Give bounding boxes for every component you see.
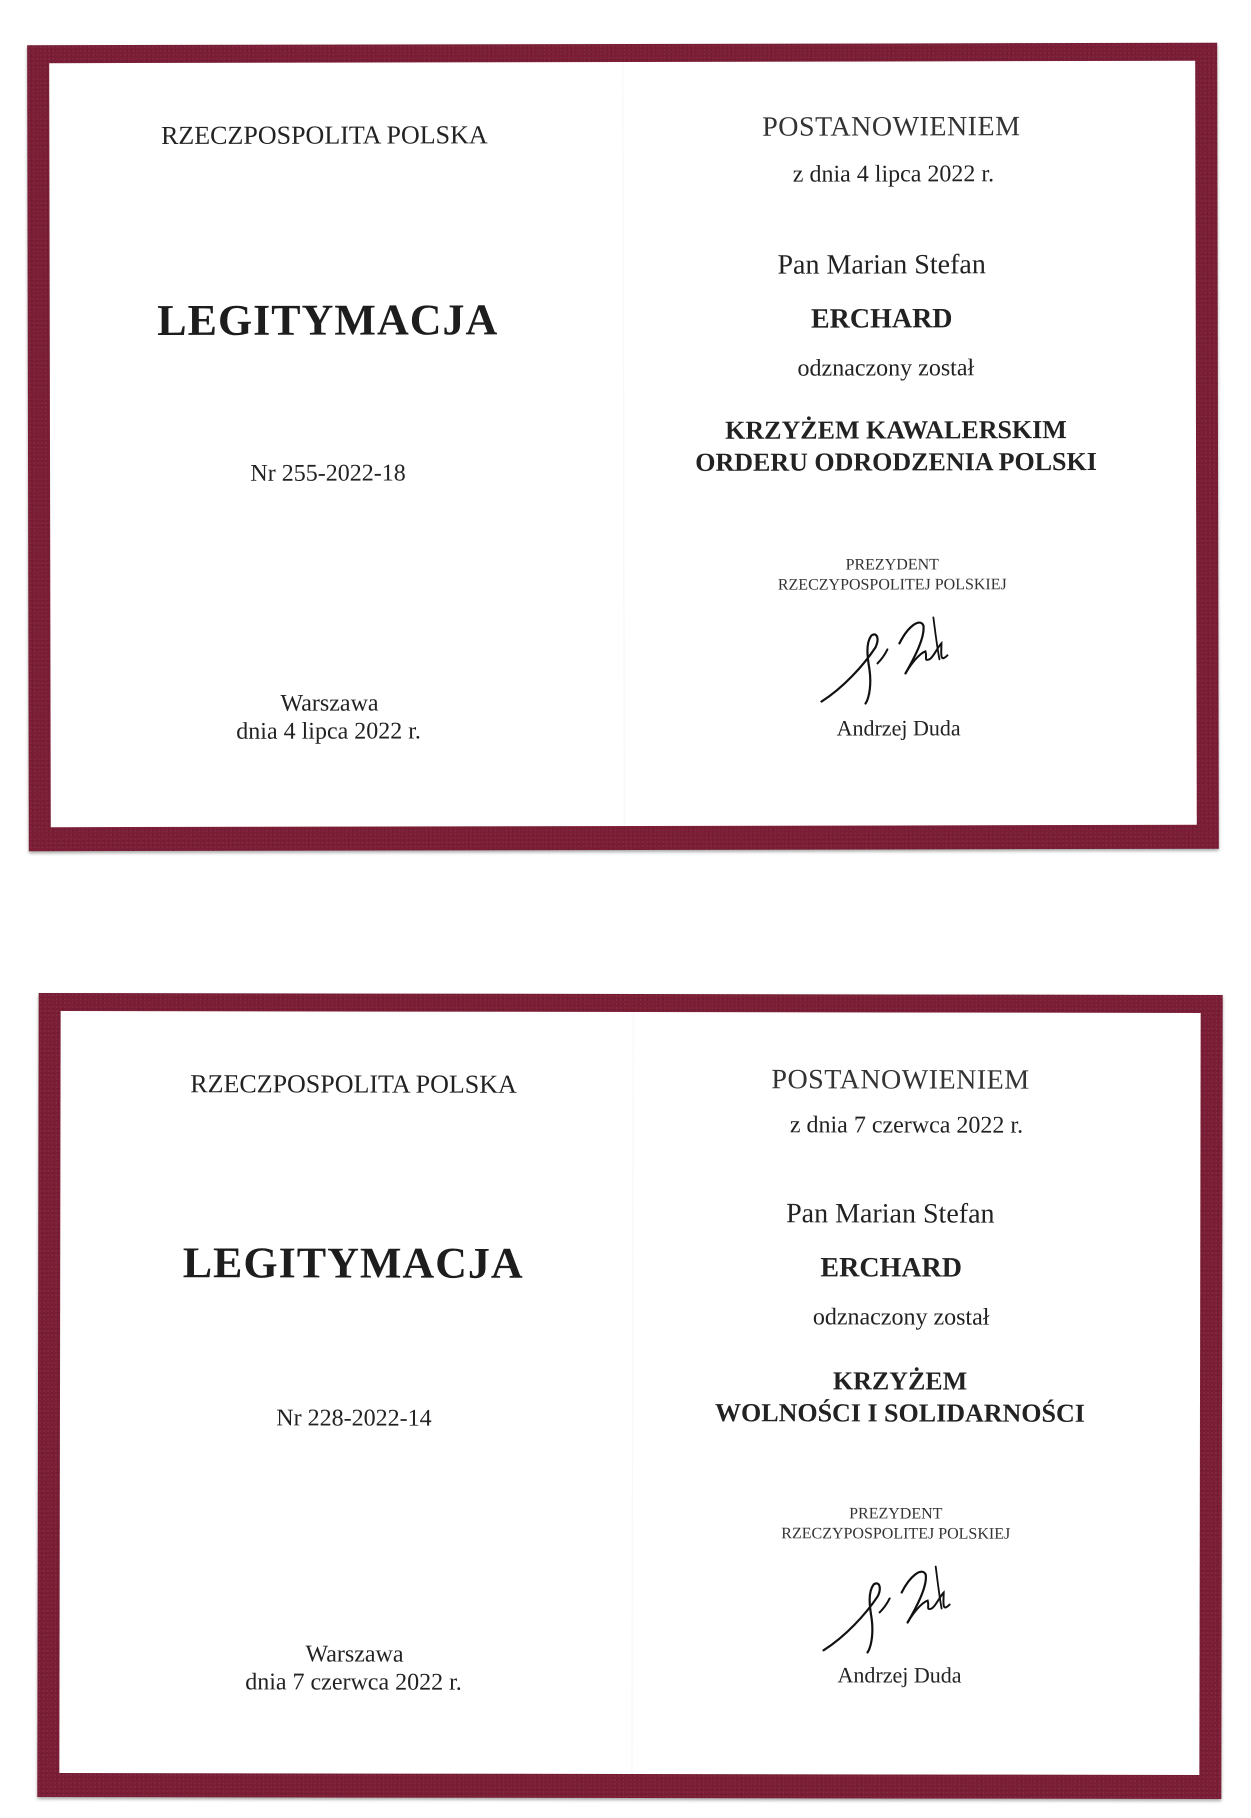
recipient-surname: ERCHARD bbox=[820, 1252, 963, 1284]
left-date: dnia 7 czerwca 2022 r. bbox=[245, 1669, 462, 1696]
recipient-surname: ERCHARD bbox=[810, 303, 953, 335]
booklet-page-2 bbox=[59, 1011, 1200, 1775]
signatory-name: Andrzej Duda bbox=[837, 1662, 962, 1688]
signatory-title-line2: RZECZYPOSPOLITEJ POLSKIEJ bbox=[777, 576, 1007, 594]
signatory-name: Andrzej Duda bbox=[836, 715, 961, 741]
awarded-text: odznaczony został bbox=[812, 1304, 990, 1331]
awarded-text: odznaczony został bbox=[797, 355, 975, 382]
award-name-line2: ORDERU ODRODZENIA POLSKI bbox=[695, 447, 1097, 477]
award-name-line1: KRZYŻEM bbox=[832, 1366, 968, 1396]
right-decision-date: z dnia 7 czerwca 2022 r. bbox=[789, 1112, 1024, 1139]
left-city: Warszawa bbox=[305, 1641, 404, 1668]
booklet-page-1 bbox=[49, 61, 1197, 827]
left-number: Nr 228-2022-14 bbox=[276, 1405, 432, 1432]
signatory-title-line1: PREZYDENT bbox=[849, 1505, 943, 1523]
award-name-line1: KRZYŻEM KAWALERSKIM bbox=[725, 415, 1067, 445]
recipient-first-names: Pan Marian Stefan bbox=[777, 249, 986, 281]
award-booklet-2 bbox=[37, 993, 1222, 1799]
signature-image bbox=[815, 613, 955, 709]
recipient-first-names: Pan Marian Stefan bbox=[786, 1198, 995, 1230]
booklet-spine bbox=[622, 62, 626, 826]
signatory-title-line1: PREZYDENT bbox=[845, 556, 939, 574]
signature-image bbox=[818, 1562, 958, 1658]
left-number: Nr 255-2022-18 bbox=[250, 460, 406, 487]
signatory-title-line2: RZECZYPOSPOLITEJ POLSKIEJ bbox=[781, 1525, 1011, 1543]
right-heading: POSTANOWIENIEM bbox=[762, 111, 1021, 143]
left-doc-title: LEGITYMACJA bbox=[157, 295, 499, 345]
award-name-line2: WOLNOŚCI I SOLIDARNOŚCI bbox=[715, 1398, 1085, 1428]
booklet-spine bbox=[631, 1012, 634, 1774]
left-city: Warszawa bbox=[280, 690, 379, 717]
award-booklet-1 bbox=[27, 43, 1219, 851]
left-doc-title: LEGITYMACJA bbox=[182, 1238, 524, 1288]
right-heading: POSTANOWIENIEM bbox=[771, 1064, 1030, 1096]
right-decision-date: z dnia 4 lipca 2022 r. bbox=[792, 161, 995, 188]
left-country: RZECZPOSPOLITA POLSKA bbox=[161, 120, 488, 150]
left-country: RZECZPOSPOLITA POLSKA bbox=[190, 1069, 517, 1099]
left-date: dnia 4 lipca 2022 r. bbox=[236, 718, 421, 745]
